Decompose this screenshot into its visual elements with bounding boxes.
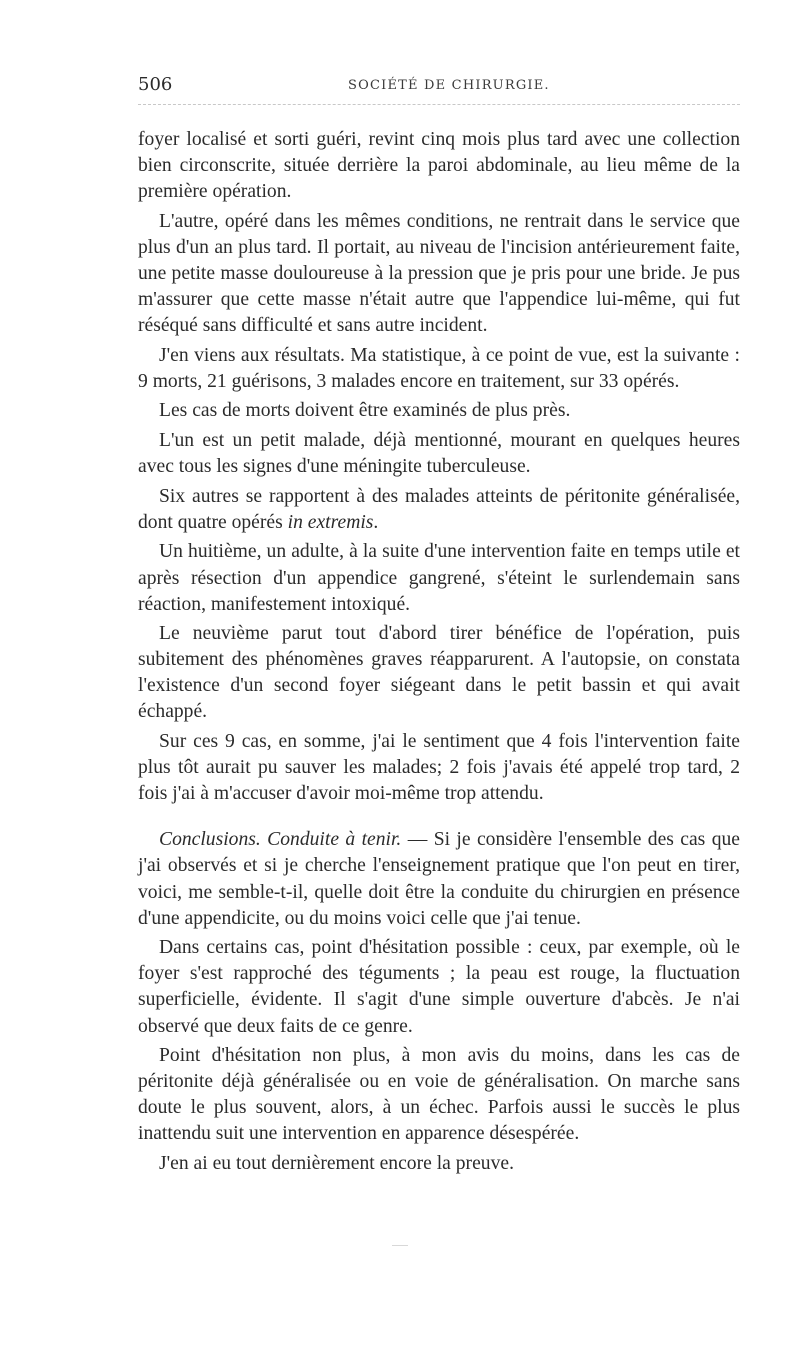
paragraph: Dans certains cas, point d'hésitation possible : ceux, par exemple, où le foyer s'est rapproché des téguments ; la peau est rouge, la fluctuation superficielle, évidente. Il s'agit d'une simple ouverture d'abcès. Je n'ai observé que deux faits de ce genre. xyxy=(138,937,740,1037)
paragraph: Le neuvième parut tout d'abord tirer bénéfice de l'opération, puis subitement des phénomènes graves réapparurent. A l'autopsie, on constata l'existence d'un second foyer siégeant dans le petit bassin et qui avait échappé. xyxy=(138,623,740,723)
paragraph: L'un est un petit malade, déjà mentionné, mourant en quelques heures avec tous les signes d'une méningite tuberculeuse. xyxy=(138,430,740,478)
paragraph: Six autres se rapportent à des malades atteints de péritonite généralisée, dont quatre opérés in extremis. xyxy=(138,485,740,533)
running-head: SOCIÉTÉ DE CHIRURGIE. xyxy=(348,78,550,93)
italic-phrase: in extremis xyxy=(287,511,374,533)
paragraph: J'en viens aux résultats. Ma statistique, à ce point de vue, est la suivante : 9 morts, 21 guérisons, 3 malades encore en traitement, sur 33 opérés. xyxy=(138,344,740,392)
paragraph: Point d'hésitation non plus, à mon avis du moins, dans les cas de péritonite déjà généralisée ou en voie de généralisation. On marche sans doute le plus souvent, alors, à un échec. Parfois aussi le succès le plus inattendu suit une intervention en apparence désespérée. xyxy=(138,1045,740,1145)
footer-mark xyxy=(392,1245,408,1246)
paragraph: foyer localisé et sorti guéri, revint cinq mois plus tard avec une collection bien circonscrite, située derrière la paroi abdominale, au lieu même de la première opération. xyxy=(138,129,740,203)
paragraph: Un huitième, un adulte, à la suite d'une intervention faite en temps utile et après résection d'un appendice gangrené, s'éteint le surlendemain sans réaction, manifestement intoxiqué. xyxy=(138,541,740,615)
page-header xyxy=(138,72,738,102)
header-rule xyxy=(138,104,740,105)
paragraph: J'en ai eu tout dernièrement encore la preuve. xyxy=(159,1152,514,1174)
section-heading-italic: Conclusions. Conduite à tenir. xyxy=(159,829,402,851)
paragraph: L'autre, opéré dans les mêmes conditions, ne rentrait dans le service que plus d'un an plus tard. Il portait, au niveau de l'incision antérieurement faite, une petite masse douloureuse à la pression que je pris pour une bride. Je pus m'assurer que cette masse n'était autre que l'appendice lui-même, qui fut réséqué sans difficulté et sans autre incident. xyxy=(138,210,740,337)
body-text xyxy=(138,127,740,1181)
page-number: 506 xyxy=(138,74,173,95)
paragraph: Sur ces 9 cas, en somme, j'ai le sentiment que 4 fois l'intervention faite plus tôt aurait pu sauver les malades; 2 fois j'avais été appelé trop tard, 2 fois j'ai à m'accuser d'avoir moi-même trop attendu. xyxy=(138,731,740,805)
conclusions-paragraph: Conclusions. Conduite à tenir. — Si je considère l'ensemble des cas que j'ai observés et si je cherche l'enseignement pratique que l'on peut en tirer, voici, me semble-t-il, quelle doit être la conduite du chirurgien en présence d'une appendicite, ou du moins voici celle que j'ai tenue. xyxy=(138,829,740,929)
paragraph: Les cas de morts doivent être examinés de plus près. xyxy=(159,400,571,422)
